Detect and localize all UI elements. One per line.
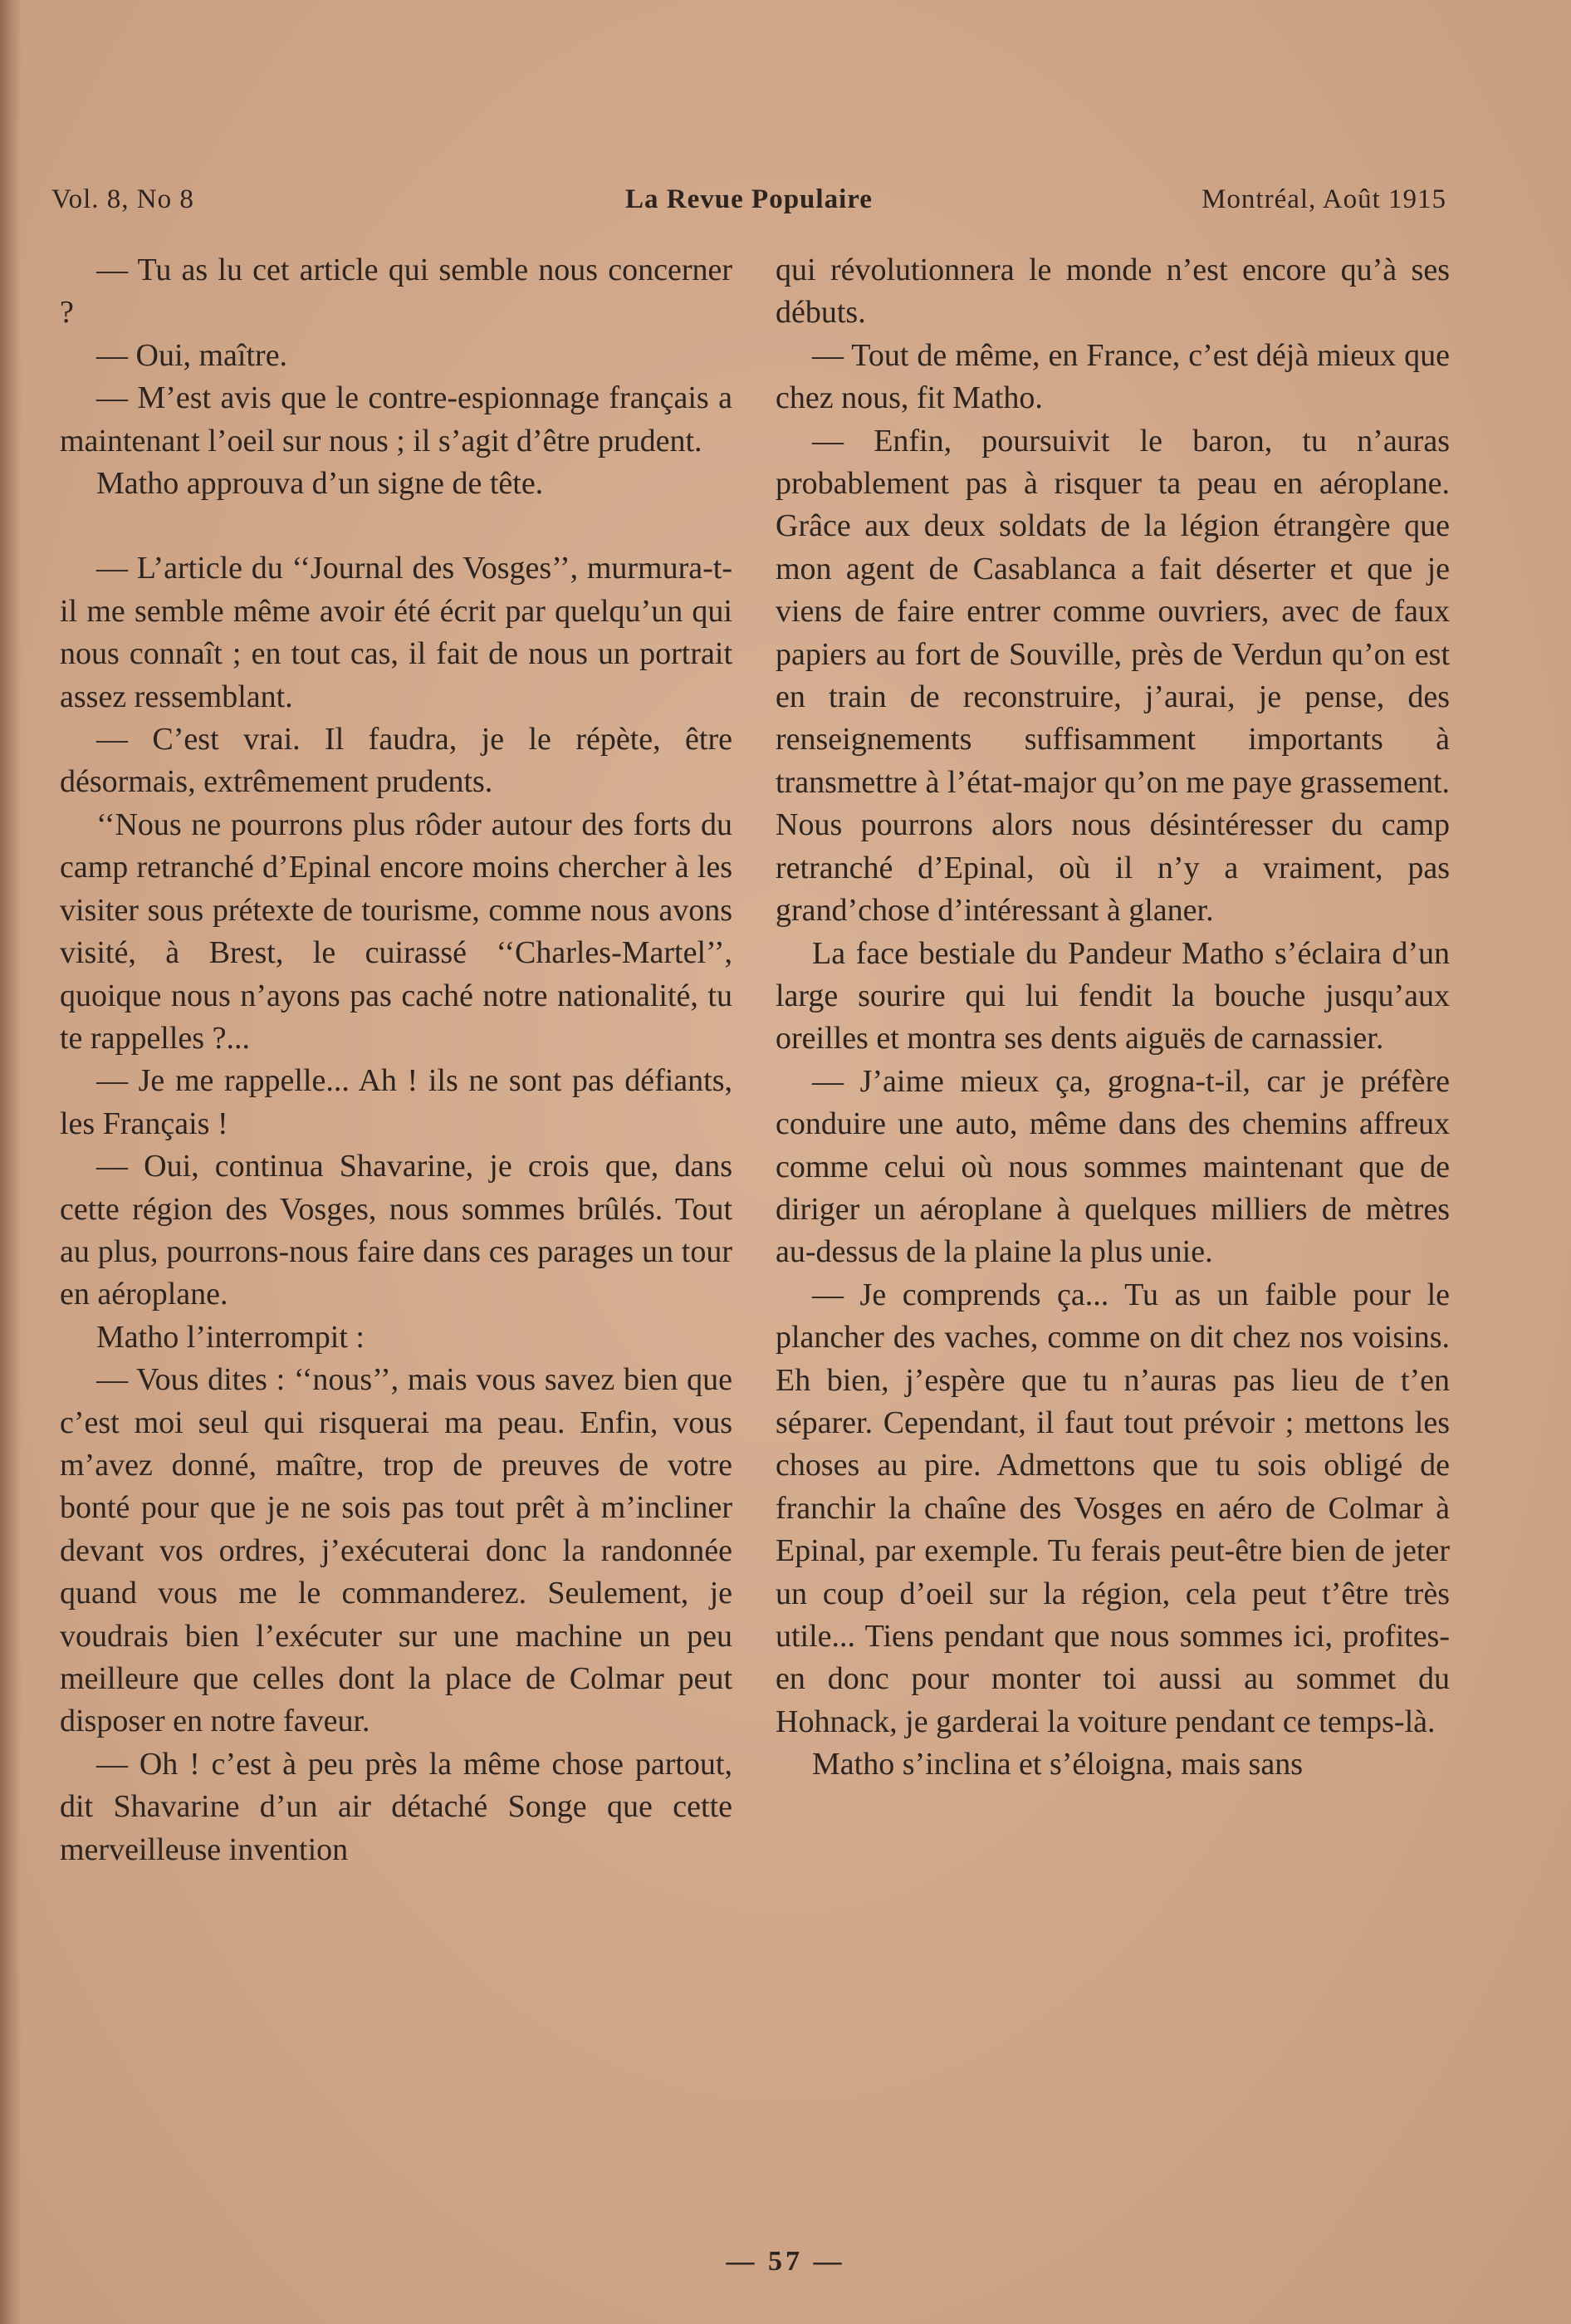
paragraph: — Tout de même, en France, c’est déjà mieux que chez nous, fit Matho.	[776, 337, 1450, 416]
paragraph: — Vous dites : ‘‘nous’’, mais vous savez bien que c’est moi seul qui risquerai ma peau. Enfin, vous m’avez donné, maître, trop de preuves de votre bonté pour que je ne sois pas tout prêt à m’incliner devant vos ordres, j’exécuterai donc la randonnée quand vous me le commanderez. Seulement, je voudrais bien l’exécuter sur une machine un peu meilleure que celles dont la place de Colmar peut disposer en notre faveur.	[60, 1362, 732, 1739]
paragraph: — Je me rappelle... Ah ! ils ne sont pas défiants, les Français !	[60, 1063, 732, 1141]
paragraph: Matho approuva d’un signe de tête.	[96, 466, 544, 502]
paragraph: — J’aime mieux ça, grogna-t-il, car je préfère conduire une auto, même dans des chemins affreux comme celui où nous sommes maintenant que de diriger un aéroplane à quelques milliers de mètres au-dessus de la plaine la plus unie.	[776, 1063, 1450, 1270]
paragraph: — Oui, continua Shavarine, je crois que, dans cette région des Vosges, nous sommes brûlés. Tout au plus, pourrons-nous faire dans ces parages un tour en aéroplane.	[60, 1149, 732, 1312]
paragraph: — M’est avis que le contre-espionnage français a maintenant l’oeil sur nous ; il s’agit d’être prudent.	[60, 380, 732, 458]
paragraph: ‘‘Nous ne pourrons plus rôder autour des forts du camp retranché d’Epinal encore moins chercher à les visiter sous prétexte de tourisme, comme nous avons visité, à Brest, le cuirassé ‘‘Charles-Martel’’, quoique nous n’ayons pas caché notre nationalité, tu te rappelles ?...	[60, 807, 732, 1056]
text-column-left	[60, 249, 732, 1871]
header-publication-title: La Revue Populaire	[625, 184, 873, 214]
paragraph: — Tu as lu cet article qui semble nous concerner ?	[60, 253, 732, 331]
paragraph: — C’est vrai. Il faudra, je le répète, être désormais, extrêmement prudents.	[60, 722, 732, 800]
paragraph: — Enfin, poursuivit le baron, tu n’auras probablement pas à risquer ta peau en aéroplane. Grâce aux deux soldats de la légion étrangère que mon agent de Casablanca a fait déserter et que je viens de faire entrer comme ouvriers, avec de faux papiers au fort de Souville, près de Verdun qu’on est en train de reconstruire, j’aurai, je pense, des renseignements suffisamment importants à transmettre à l’état-major qu’on me paye grassement. Nous pourrons alors nous désintéresser du camp retranché d’Epinal, où il n’y a vraiment, pas grand’chose d’intéressant à glaner.	[776, 423, 1450, 929]
header-volume: Vol. 8, No 8	[51, 184, 194, 214]
page-number: — 57 —	[726, 2246, 845, 2277]
paragraph: — Je comprends ça... Tu as un faible pour le plancher des vaches, comme on dit chez nos voisins. Eh bien, j’espère que tu n’auras pas lieu de t’en séparer. Cependant, il faut tout prévoir ; mettons les choses au pire. Admettons que tu sois obligé de franchir la chaîne des Vosges en aéro de Colmar à Epinal, par exemple. Tu ferais peut-être bien de jeter un coup d’oeil sur la région, cela peut t’être très utile... Tiens pendant que nous sommes ici, profites-en donc pour monter toi aussi au sommet du Hohnack, je garderai la voiture pendant ce temps-là.	[776, 1277, 1450, 1739]
paragraph: — Oh ! c’est à peu près la même chose partout, dit Shavarine d’un air détaché Songe que cette merveilleuse invention	[60, 1746, 732, 1867]
paragraph: qui révolutionnera le monde n’est encore qu’à ses débuts.	[776, 253, 1450, 331]
running-header	[51, 184, 1446, 226]
text-column-right	[776, 249, 1450, 1787]
paragraph: Matho s’inclina et s’éloigna, mais sans	[812, 1747, 1303, 1782]
paragraph: — L’article du ‘‘Journal des Vosges’’, murmura-t-il me semble même avoir été écrit par quelqu’un qui nous connaît ; en tout cas, il fait de nous un portrait assez ressemblant.	[60, 551, 732, 714]
paragraph: Matho l’interrompit :	[96, 1319, 365, 1355]
page-binding-edge	[0, 0, 22, 2324]
paragraph: La face bestiale du Pandeur Matho s’éclaira d’un large sourire qui lui fendit la bouche jusqu’aux oreilles et montra ses dents aiguës de carnassier.	[776, 935, 1450, 1057]
paragraph: — Oui, maître.	[96, 337, 288, 373]
header-date: Montréal, Août 1915	[1201, 184, 1446, 214]
